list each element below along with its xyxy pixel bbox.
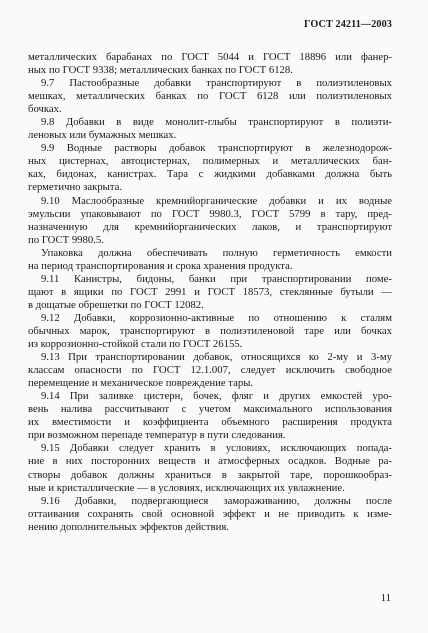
text-line: Упаковка должна обеспечивать полную герметичность емкости [41, 246, 392, 259]
text-line: по ГОСТ 9980.5. [28, 233, 104, 246]
text-line: ные и кристаллические — в условиях, исключающих их увлажнение. [28, 481, 345, 494]
paragraph-9-9 [28, 142, 392, 194]
text-line: ных цистернах, автоцистернах, полимерных и металлических бан- [28, 155, 392, 168]
paragraph-9-10 [28, 195, 392, 247]
text-line: ние в них посторонних веществ и атмосферных осадков. Водные ра- [28, 455, 392, 468]
text-line: щают в ящики по ГОСТ 2991 и ГОСТ 18573, стеклянные бутыли — [28, 285, 392, 298]
text-line: 9.16 Добавки, подвергающиеся замораживанию, должны после [41, 494, 392, 507]
text-line: 9.12 Добавки, коррозионно-активные по отношению к сталям [41, 311, 392, 324]
paragraph-9-11 [28, 273, 392, 312]
text-line: их вместимости и коэффициента объемного расширения продукта [28, 416, 392, 429]
text-line: из коррозионно-стойкой стали по ГОСТ 26155. [28, 338, 243, 351]
text-line: 9.9 Водные растворы добавок транспортируют в железнодорож- [41, 142, 392, 155]
paragraph-9-12 [28, 312, 392, 351]
document-body [28, 51, 392, 534]
text-line: при возможном перепаде температур в пути следования. [28, 429, 286, 442]
text-line: перемещение и механическое повреждение тары. [28, 377, 254, 390]
text-line: в дощатые обрешетки по ГОСТ 12082. [28, 298, 204, 311]
text-line: вень налива рассчитывают с учетом максимального использования [28, 403, 392, 416]
text-line: створы добавок должны храниться в закрытой таре, порошкообраз- [28, 468, 392, 481]
text-line: 9.14 При заливке цистерн, бочек, фляг и других емкостей уро- [41, 390, 392, 403]
text-line: на период транспортирования и срока хранения продукта. [28, 259, 293, 272]
text-line: нению дополнительных эффектов действия. [28, 520, 229, 533]
paragraph-9-15 [28, 442, 392, 494]
text-line: бочках. [28, 103, 62, 116]
text-line: эмульсии упаковывают по ГОСТ 9980.3, ГОСТ 5799 в тару, пред- [28, 207, 392, 220]
text-line: назначенную для кремнийорганических лаков, и транспортируют [28, 220, 392, 233]
text-line: 9.13 При транспортировании добавок, относящихся ко 2-му и 3-му [41, 351, 392, 364]
text-line: ных по ГОСТ 9338; металлических банках по ГОСТ 6128. [28, 64, 293, 77]
text-line: леновых или бумажных мешках. [28, 129, 177, 142]
text-line: оттаивания сохранять свой основной эффект и не приводить к изме- [28, 507, 392, 520]
paragraph-9-6-continuation [28, 51, 392, 77]
text-line: ках, бидонах, канистрах. Тара с жидкими добавками должна быть [28, 168, 392, 181]
text-line: металлических барабанах по ГОСТ 5044 и ГОСТ 18896 или фанер- [28, 51, 392, 63]
text-line: 9.7 Пастообразные добавки транспортируют в полиэтиленовых [41, 77, 392, 90]
paragraph-9-14 [28, 390, 392, 442]
text-line: 9.8 Добавки в виде монолит-глыбы транспортируют в полиэти- [41, 116, 392, 129]
text-line: классам опасности по ГОСТ 12.1.007, следует исключить свободное [28, 364, 392, 377]
standard-code-header: ГОСТ 24211—2003 [304, 19, 392, 30]
text-line: мешках, металлических банках по ГОСТ 6128 или полиэтиленовых [28, 90, 392, 103]
paragraph-9-8 [28, 116, 392, 142]
text-line: 9.11 Канистры, бидоны, банки при транспортировании поме- [41, 272, 392, 285]
paragraph-9-13 [28, 351, 392, 390]
page-number: 11 [380, 592, 391, 604]
text-line: герметично закрыта. [28, 181, 123, 194]
paragraph-packing [28, 247, 392, 273]
text-line: обычных марок, транспортируют в полиэтиленовой таре или бочках [28, 324, 392, 337]
paragraph-9-7 [28, 77, 392, 116]
text-line: 9.10 Маслообразные кремнийорганические добавки и их водные [41, 194, 392, 207]
paragraph-9-16 [28, 495, 392, 534]
text-line: 9.15 Добавки следует хранить в условиях, исключающих попада- [41, 442, 392, 455]
